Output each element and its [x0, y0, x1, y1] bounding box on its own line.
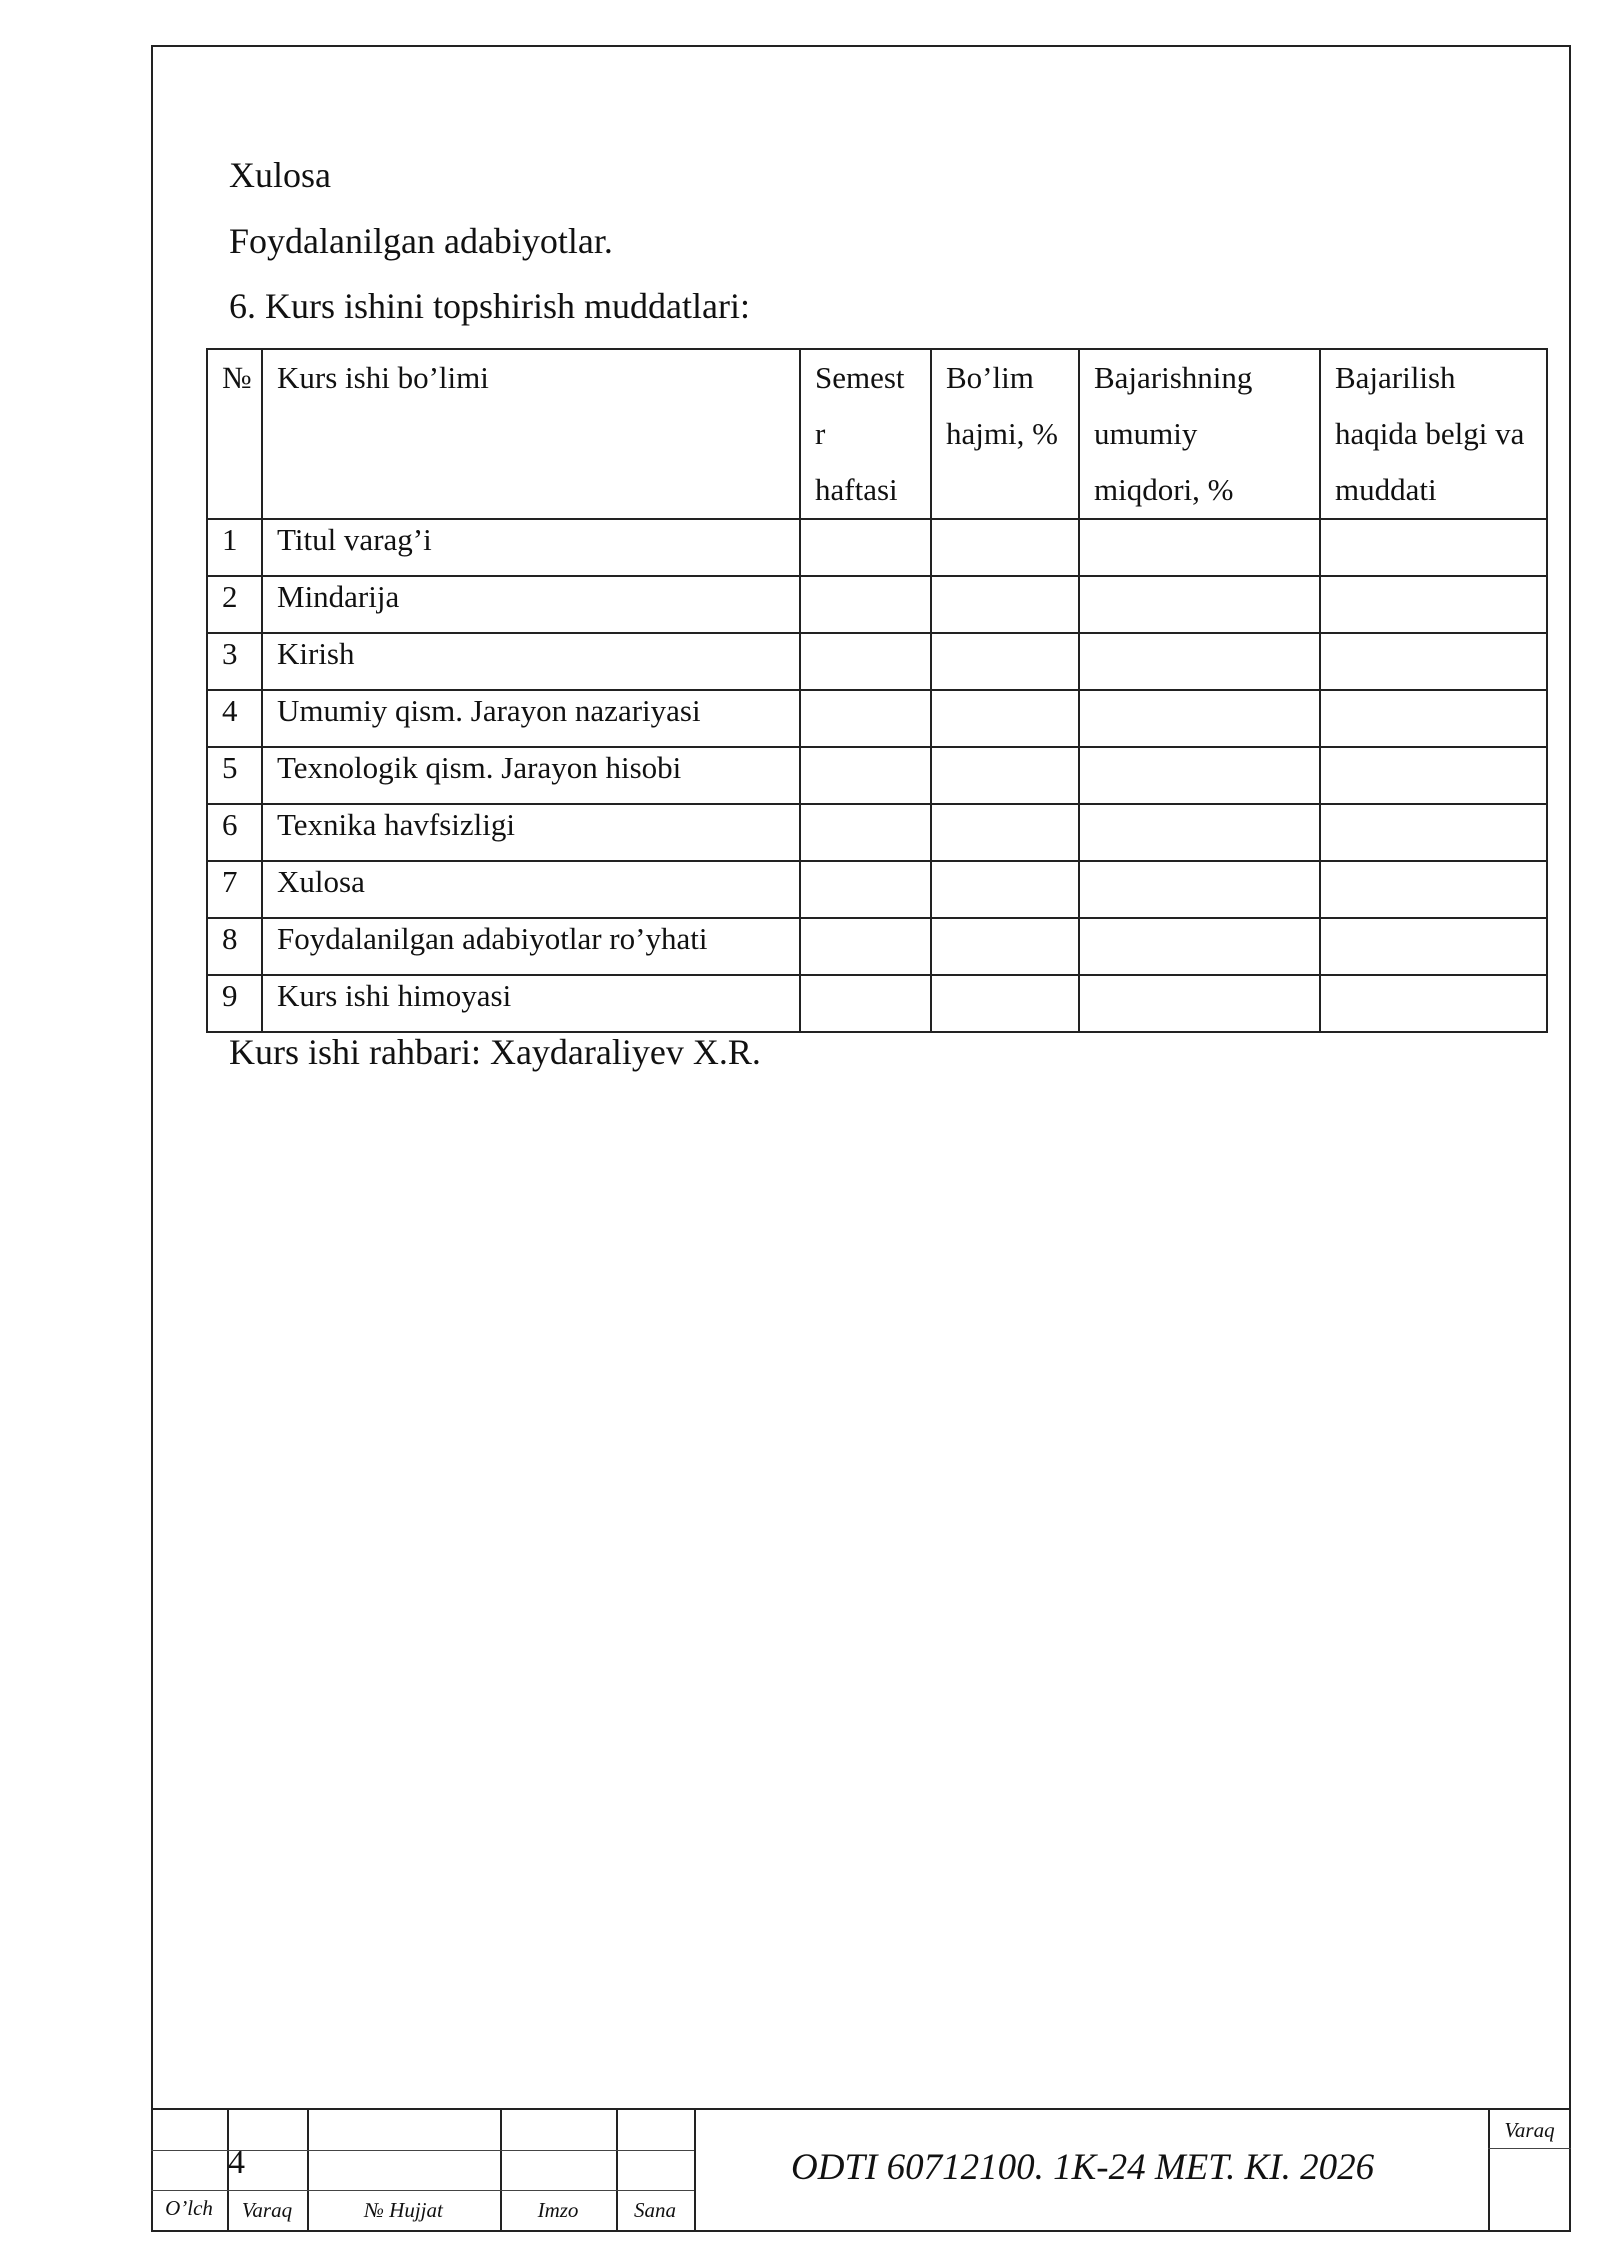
- header-completion-mark-line2: haqida belgi va: [1335, 416, 1525, 451]
- table-row: [207, 690, 1547, 747]
- schedule-body: [207, 519, 1547, 1032]
- row-volume-cell: [931, 690, 1079, 747]
- table-row: [207, 975, 1547, 1032]
- table-row: [207, 804, 1547, 861]
- header-total-progress-line2: umumiy: [1094, 416, 1198, 451]
- table-row: [207, 519, 1547, 576]
- row-volume-cell: [931, 747, 1079, 804]
- section6-heading: 6. Kurs ishini topshirish muddatlari:: [229, 286, 750, 326]
- label-date: Sana: [634, 2198, 676, 2222]
- document-code: ODTI 60712100. 1K-24 MET. KI. 2026: [791, 2147, 1375, 2188]
- header-semester-week-line2: r: [815, 416, 826, 451]
- row-total-cell: [1079, 975, 1320, 1032]
- row-number: 9: [207, 975, 262, 1032]
- row-mark-cell: [1320, 576, 1547, 633]
- row-total-cell: [1079, 918, 1320, 975]
- row-section: Foydalanilgan adabiyotlar ro’yhati: [262, 918, 800, 975]
- row-volume-cell: [931, 633, 1079, 690]
- row-total-cell: [1079, 576, 1320, 633]
- header-section-volume-line2: hajmi, %: [946, 416, 1058, 451]
- row-mark-cell: [1320, 633, 1547, 690]
- table-row: [207, 747, 1547, 804]
- row-number: 8: [207, 918, 262, 975]
- row-section: Kurs ishi himoyasi: [262, 975, 800, 1032]
- references-line: Foydalanilgan adabiyotlar.: [229, 221, 613, 261]
- row-total-cell: [1079, 804, 1320, 861]
- row-section: Texnologik qism. Jarayon hisobi: [262, 747, 800, 804]
- row-number: 1: [207, 519, 262, 576]
- header-total-progress-line3: miqdori, %: [1094, 472, 1234, 507]
- table-row: [207, 633, 1547, 690]
- header-total-progress-line1: Bajarishning: [1094, 360, 1253, 395]
- supervisor-line: Kurs ishi rahbari: Xaydaraliyev X.R.: [229, 1032, 761, 1072]
- row-week-cell: [800, 576, 931, 633]
- row-mark-cell: [1320, 861, 1547, 918]
- sheet-number: 4: [228, 2144, 245, 2181]
- header-section-volume-line1: Bo’lim: [946, 360, 1034, 395]
- header-completion-mark-line1: Bajarilish: [1335, 360, 1456, 395]
- table-row: [207, 861, 1547, 918]
- row-section: Umumiy qism. Jarayon nazariyasi: [262, 690, 800, 747]
- row-section: Mindarija: [262, 576, 800, 633]
- row-volume-cell: [931, 861, 1079, 918]
- row-week-cell: [800, 918, 931, 975]
- row-week-cell: [800, 747, 931, 804]
- row-section: Kirish: [262, 633, 800, 690]
- row-volume-cell: [931, 804, 1079, 861]
- row-total-cell: [1079, 861, 1320, 918]
- row-total-cell: [1079, 519, 1320, 576]
- label-sheet-right: Varaq: [1504, 2118, 1555, 2142]
- schedule-table: [206, 348, 1548, 1033]
- title-block: [151, 2108, 1571, 2232]
- row-mark-cell: [1320, 690, 1547, 747]
- row-number: 7: [207, 861, 262, 918]
- row-mark-cell: [1320, 804, 1547, 861]
- row-number: 2: [207, 576, 262, 633]
- row-week-cell: [800, 861, 931, 918]
- header-semester-week-line3: haftasi: [815, 472, 898, 507]
- header-completion-mark: [1320, 349, 1547, 519]
- header-total-progress: [1079, 349, 1320, 519]
- header-semester-week-line1: Semest: [815, 360, 905, 395]
- row-total-cell: [1079, 690, 1320, 747]
- label-change: O’lch: [165, 2196, 213, 2220]
- row-section: Texnika havfsizligi: [262, 804, 800, 861]
- row-volume-cell: [931, 576, 1079, 633]
- row-week-cell: [800, 633, 931, 690]
- row-week-cell: [800, 690, 931, 747]
- row-mark-cell: [1320, 747, 1547, 804]
- row-number: 3: [207, 633, 262, 690]
- row-volume-cell: [931, 519, 1079, 576]
- header-semester-week: [800, 349, 931, 519]
- title-block-rule: [1488, 2148, 1571, 2149]
- title-block-divider: [694, 2110, 696, 2232]
- row-total-cell: [1079, 633, 1320, 690]
- row-mark-cell: [1320, 918, 1547, 975]
- header-section: Kurs ishi bo’limi: [262, 349, 800, 519]
- row-number: 4: [207, 690, 262, 747]
- row-section: Titul varag’i: [262, 519, 800, 576]
- row-section: Xulosa: [262, 861, 800, 918]
- conclusion-line: Xulosa: [229, 155, 331, 195]
- label-document-number: № Hujjat: [364, 2198, 443, 2222]
- schedule-header-row: [207, 349, 1547, 519]
- row-mark-cell: [1320, 975, 1547, 1032]
- row-week-cell: [800, 975, 931, 1032]
- row-mark-cell: [1320, 519, 1547, 576]
- row-volume-cell: [931, 918, 1079, 975]
- label-sheet: Varaq: [241, 2198, 293, 2222]
- row-number: 6: [207, 804, 262, 861]
- header-section-volume: [931, 349, 1079, 519]
- row-week-cell: [800, 519, 931, 576]
- row-number: 5: [207, 747, 262, 804]
- row-week-cell: [800, 804, 931, 861]
- title-block-rule: [151, 2190, 694, 2191]
- header-completion-mark-line3: muddati: [1335, 472, 1437, 507]
- header-number: №: [207, 349, 262, 519]
- table-row: [207, 576, 1547, 633]
- label-signature: Imzo: [537, 2198, 579, 2222]
- table-row: [207, 918, 1547, 975]
- row-total-cell: [1079, 747, 1320, 804]
- row-volume-cell: [931, 975, 1079, 1032]
